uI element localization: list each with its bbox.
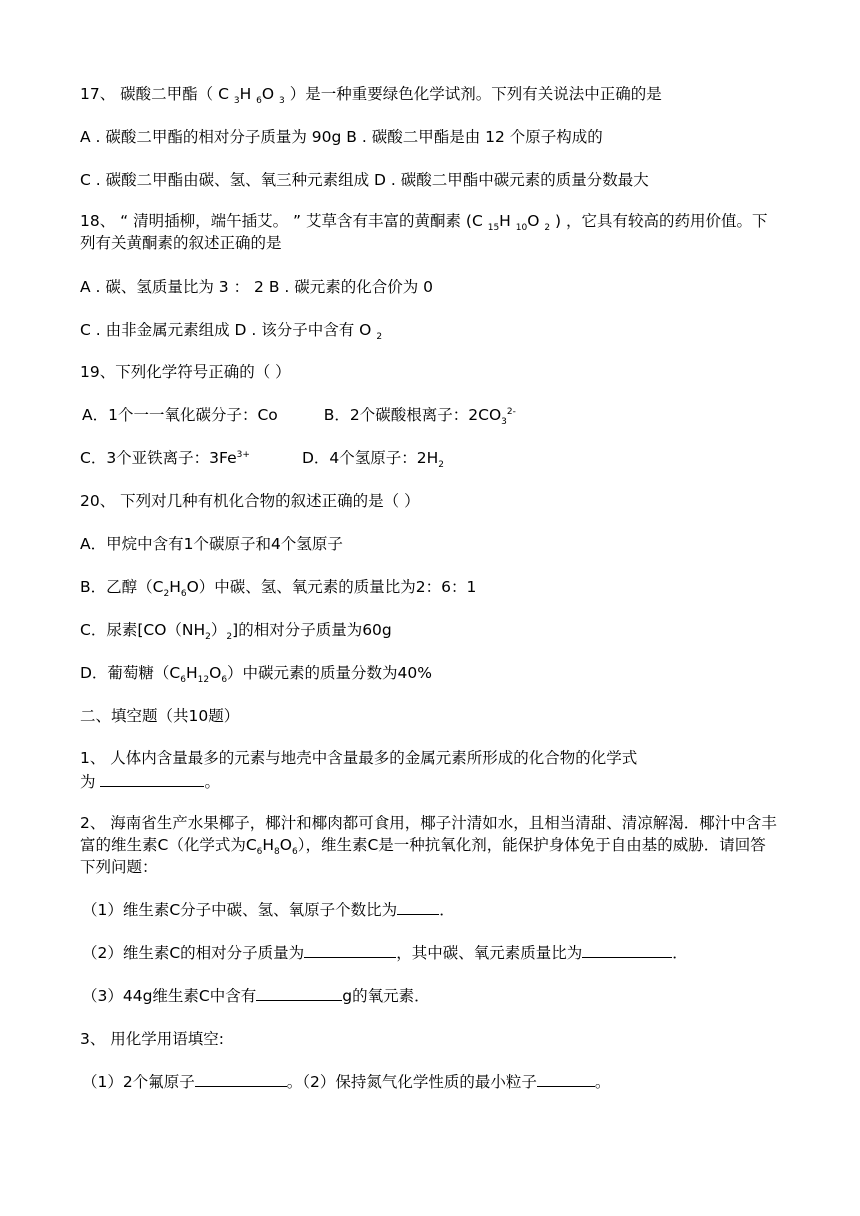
q20-option-b: B．乙醇$(C_2H_6O)$中碳、氢、氧元素的质量比为2：6：1 — [80, 578, 477, 600]
q20-option-a: A．甲烷中含有1个碳原子和4个氢原子 — [80, 535, 343, 553]
answer-blank[interactable] — [582, 943, 672, 958]
q19-stem: 19、下列化学符号正确的（ ） — [80, 363, 291, 381]
answer-blank[interactable] — [100, 772, 204, 787]
q18-options-cd: C . 由非金属元素组成 D . 该分子中含有 O $_2$ — [80, 321, 383, 343]
f2-question-1: （1）维生素C分子中碳、氢、氧原子个数比为 ． — [82, 901, 455, 919]
answer-blank[interactable] — [537, 1072, 595, 1087]
q18-stem: 18、 “ 清明插柳，端午插艾。 ” 艾草含有丰富的黄酮素 (C $_{15}$H $_{10}$O $_2$ ) ，它具有较高的药用价值。下列有关黄酮素的叙述正确的是 — [80, 212, 768, 252]
q20-stem: 20、 下列对几种有机化合物的叙述正确的是（ ） — [80, 492, 420, 510]
q17-stem: 17、 碳酸二甲酯（ C $_3$H $_6$O $_3$ ）是一种重要绿色化学试剂。下列有关说法中正确的是 — [80, 85, 662, 107]
f1-line1: 1、 人体内含量最多的元素与地壳中含量最多的金属元素所形成的化合物的化学式 — [80, 749, 638, 767]
f2-question-3: （3）44g维生素C中含有 g的氧元素． — [82, 987, 430, 1005]
section-title-fill-blanks: 二、填空题（共10题） — [80, 707, 240, 725]
q20-option-d: D．葡萄糖$(C_6H_{12}O_6)$中碳元素的质量分数为40% — [80, 664, 432, 686]
q19-options-cd: C．3个亚铁离子：$3Fe^{3+}$ D．4个氢原子：$2H_2$ — [80, 449, 444, 471]
answer-blank[interactable] — [304, 943, 396, 958]
answer-blank[interactable] — [195, 1072, 287, 1087]
f3-question: （1）2个氟原子 。（2）保持氮气化学性质的最小粒子 。 — [82, 1073, 611, 1091]
answer-blank[interactable] — [397, 900, 439, 915]
f1-line2: 为 。 — [80, 773, 220, 791]
q18-options-ab: A . 碳、氢质量比为 3 ： 2 B . 碳元素的化合价为 0 — [80, 278, 434, 296]
f2-paragraph: 2、 海南省生产水果椰子，椰汁和椰肉都可食用，椰子汁清如水，且相当清甜、清凉解渴．椰汁中含丰富的维生素C（化学式为$C_6H_8O_6$），维生素C是一种抗氧化剂，能保护身体免于自由基的威胁．请回答下列问题： — [80, 814, 777, 876]
f2-question-2: （2）维生素C的相对分子质量为 ，其中碳、氧元素质量比为 ． — [82, 944, 688, 962]
q17-options-ab: A . 碳酸二甲酯的相对分子质量为 90g B . 碳酸二甲酯是由 12 个原子构成的 — [80, 128, 603, 146]
f3-stem: 3、 用化学用语填空: — [80, 1030, 225, 1048]
q19-options-ab: A．1个一一氧化碳分子：Co B．2个碳酸根离子：$2CO_3^{2-}$ — [82, 406, 516, 428]
q20-option-c: C．尿素$[CO(NH_2)_2]$的相对分子质量为60g — [80, 621, 392, 643]
q17-options-cd: C . 碳酸二甲酯由碳、氢、氧三种元素组成 D . 碳酸二甲酯中碳元素的质量分数最大 — [80, 171, 649, 189]
answer-blank[interactable] — [256, 986, 342, 1001]
